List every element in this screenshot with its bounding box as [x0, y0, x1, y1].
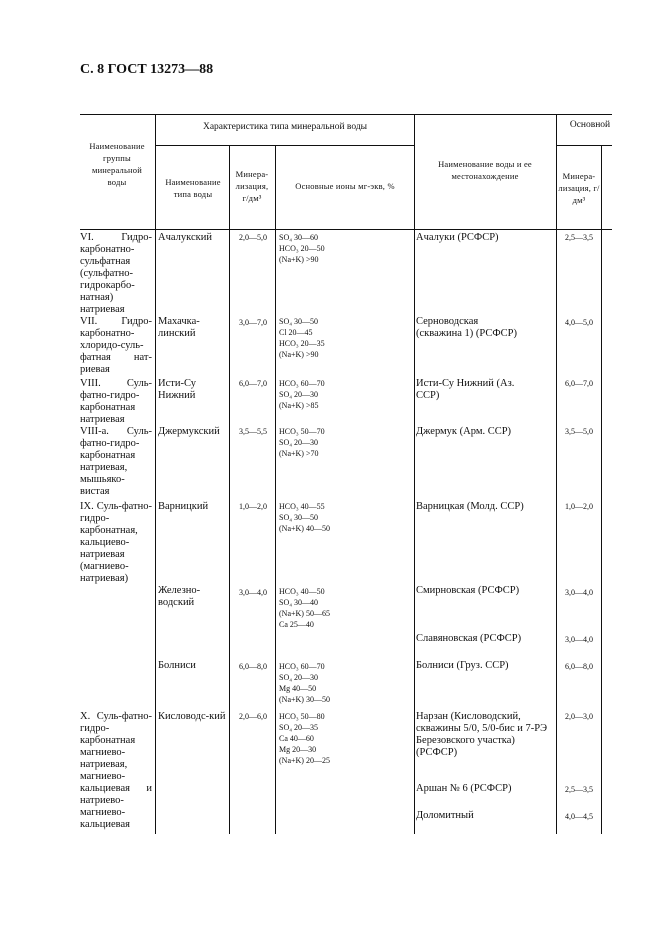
ion: (Na+K) 50—65: [279, 609, 330, 618]
header-mineralization: Минера-лизация, г/дм³: [235, 169, 269, 203]
header-group: Наименование группы минеральной воды: [89, 141, 145, 187]
ion: (Na+K) >90: [279, 255, 319, 264]
table-row-type: Джермукский: [158, 426, 220, 437]
table-row-ions: [279, 316, 409, 360]
table-row-omin: 2,5—3,5: [565, 785, 593, 794]
ion: HCO₃ 60—70: [279, 379, 325, 388]
ion: HCO₃ 40—55: [279, 502, 325, 511]
header-basic-mineralization: Минера-лизация, г/дм³: [558, 171, 600, 205]
table-row-ions: [279, 232, 409, 265]
table-row-omin: 3,0—4,0: [565, 635, 593, 644]
ion: (Na+K) >70: [279, 449, 319, 458]
table-row-ions: [279, 711, 409, 766]
ion: HCO₃ 50—80: [279, 712, 325, 721]
table-row-type: Кисловодс-кий: [158, 711, 226, 722]
table-row-ions: [279, 426, 409, 459]
table-row-mineral: 3,5—5,5: [239, 427, 267, 436]
table-row-group: VI. Гидро-карбонатно-сульфатная (сульфатно-гидрокарбо-натная) натриевая: [80, 232, 152, 315]
ion: SO₄ 20—30: [279, 390, 319, 399]
table-row-ions: [279, 661, 409, 705]
table-row-mineral: 6,0—8,0: [239, 662, 267, 671]
vline-group: [155, 114, 156, 834]
table-row-type: Ачалукский: [158, 232, 212, 243]
header-bottom-line: [80, 229, 612, 230]
table-row-omin: 3,0—4,0: [565, 588, 593, 597]
table-row-water: Серноводская (скважина 1) (РСФСР): [416, 316, 517, 339]
table-row-group: VIII. Суль-фатно-гидро-карбонатная натриевая: [80, 378, 152, 425]
vline-type: [229, 146, 230, 834]
vline-water: [556, 114, 557, 834]
table-row-mineral: 3,0—4,0: [239, 588, 267, 597]
table-row-omin: 2,0—3,0: [565, 712, 593, 721]
ion: SO₄ 30—60: [279, 233, 319, 242]
table-row-water: Болниси (Груз. ССР): [416, 660, 509, 671]
table-row-omin: 6,0—7,0: [565, 379, 593, 388]
table-row-water: Доломитный: [416, 810, 474, 821]
table-row-group: VIII-а. Суль-фатно-гидро-карбонатная натриевая, мышьяко-вистая: [80, 426, 152, 497]
table-row-type: Махачка-линский: [158, 316, 200, 339]
ion: Cl 20—45: [279, 328, 313, 337]
table-row-water: Славяновская (РСФСР): [416, 633, 522, 644]
table-row-ions: [279, 378, 409, 411]
header-ions: Основные ионы мг-экв, %: [295, 181, 395, 191]
basic-underline: [556, 145, 612, 146]
table-row-omin: 4,0—4,5: [565, 812, 593, 821]
ion: HCO₃ 60—70: [279, 662, 325, 671]
table-row-omin: 2,5—3,5: [565, 233, 593, 242]
ion: HCO₃ 40—50: [279, 587, 325, 596]
table-row-mineral: 6,0—7,0: [239, 379, 267, 388]
table-row-type: Исти-Су Нижний: [158, 378, 196, 401]
table-row-mineral: 2,0—6,0: [239, 712, 267, 721]
table-row-mineral: 3,0—7,0: [239, 318, 267, 327]
ion: SO₄ 30—50: [279, 513, 319, 522]
page-header: С. 8 ГОСТ 13273—88: [80, 62, 214, 77]
ion: SO₄ 20—35: [279, 723, 319, 732]
table-row-group: VII. Гидро-карбонатно-хлоридо-суль-фатная нат-риевая: [80, 316, 152, 375]
table-row-water: Исти-Су Нижний (Аз. ССР): [416, 378, 515, 401]
vline-ions: [414, 114, 415, 834]
table-row-water: Аршан № 6 (РСФСР): [416, 783, 512, 794]
ion: HCO₃ 50—70: [279, 427, 325, 436]
ion: (Na+K) >90: [279, 350, 319, 359]
table-row-water: Нарзан (Кисловодский, скважины 5/0, 5/0-бис и 7-РЭ Березовского участка) (РСФСР): [416, 711, 548, 758]
table-row-water: Смирновская (РСФСР): [416, 585, 520, 596]
ion: Ca 40—60: [279, 734, 314, 743]
header-characteristic: Характеристика типа минеральной воды: [202, 122, 368, 132]
table-row-type: Болниси: [158, 660, 196, 671]
table-row-water: Варницкая (Молд. ССР): [416, 501, 524, 512]
header-water-name: Наименование воды и ее местонахождение: [438, 159, 532, 181]
char-underline: [156, 145, 414, 146]
vline-mineral: [275, 146, 276, 834]
vline-basic: [601, 146, 602, 834]
table-row-water: Джермук (Арм. ССР): [416, 426, 512, 437]
ion: HCO₃ 20—35: [279, 339, 325, 348]
table-row-water: Ачалуки (РСФСР): [416, 232, 499, 243]
ion: Ca 25—40: [279, 620, 314, 629]
table-row-omin: 1,0—2,0: [565, 502, 593, 511]
ion: (Na+K) 30—50: [279, 695, 330, 704]
ion: SO₄ 30—40: [279, 598, 319, 607]
table-row-type: Железно-водский: [158, 585, 201, 608]
ion: (Na+K) 40—50: [279, 524, 330, 533]
table-row-omin: 3,5—5,0: [565, 427, 593, 436]
ion: (Na+K) >85: [279, 401, 319, 410]
ion: SO₄ 20—30: [279, 673, 319, 682]
table-row-group: X. Суль-фатно-гидро-карбонатная магниево-натриевая, магниево-кальциевая и натриево-магниево-кальциевая: [80, 711, 152, 830]
ion: SO₄ 30—50: [279, 317, 319, 326]
table-row-omin: 6,0—8,0: [565, 662, 593, 671]
table-row-ions: [279, 586, 409, 630]
ion: Mg 20—30: [279, 745, 317, 754]
table-row-ions: [279, 501, 409, 534]
table-row-omin: 4,0—5,0: [565, 318, 593, 327]
header-basic: Основной: [569, 120, 611, 130]
ion: SO₄ 20—30: [279, 438, 319, 447]
table-top-line: [80, 114, 612, 115]
header-type-name: Наименование типа воды: [165, 177, 221, 199]
table-row-type: Варницкий: [158, 501, 209, 512]
ion: Mg 40—50: [279, 684, 317, 693]
table-row-group: IX. Суль-фатно-гидро-карбонатная, кальциево-натриевая (магниево-натриевая): [80, 501, 152, 584]
table-row-mineral: 1,0—2,0: [239, 502, 267, 511]
ion: (Na+K) 20—25: [279, 756, 330, 765]
ion: HCO₃ 20—50: [279, 244, 325, 253]
table-row-mineral: 2,0—5,0: [239, 233, 267, 242]
